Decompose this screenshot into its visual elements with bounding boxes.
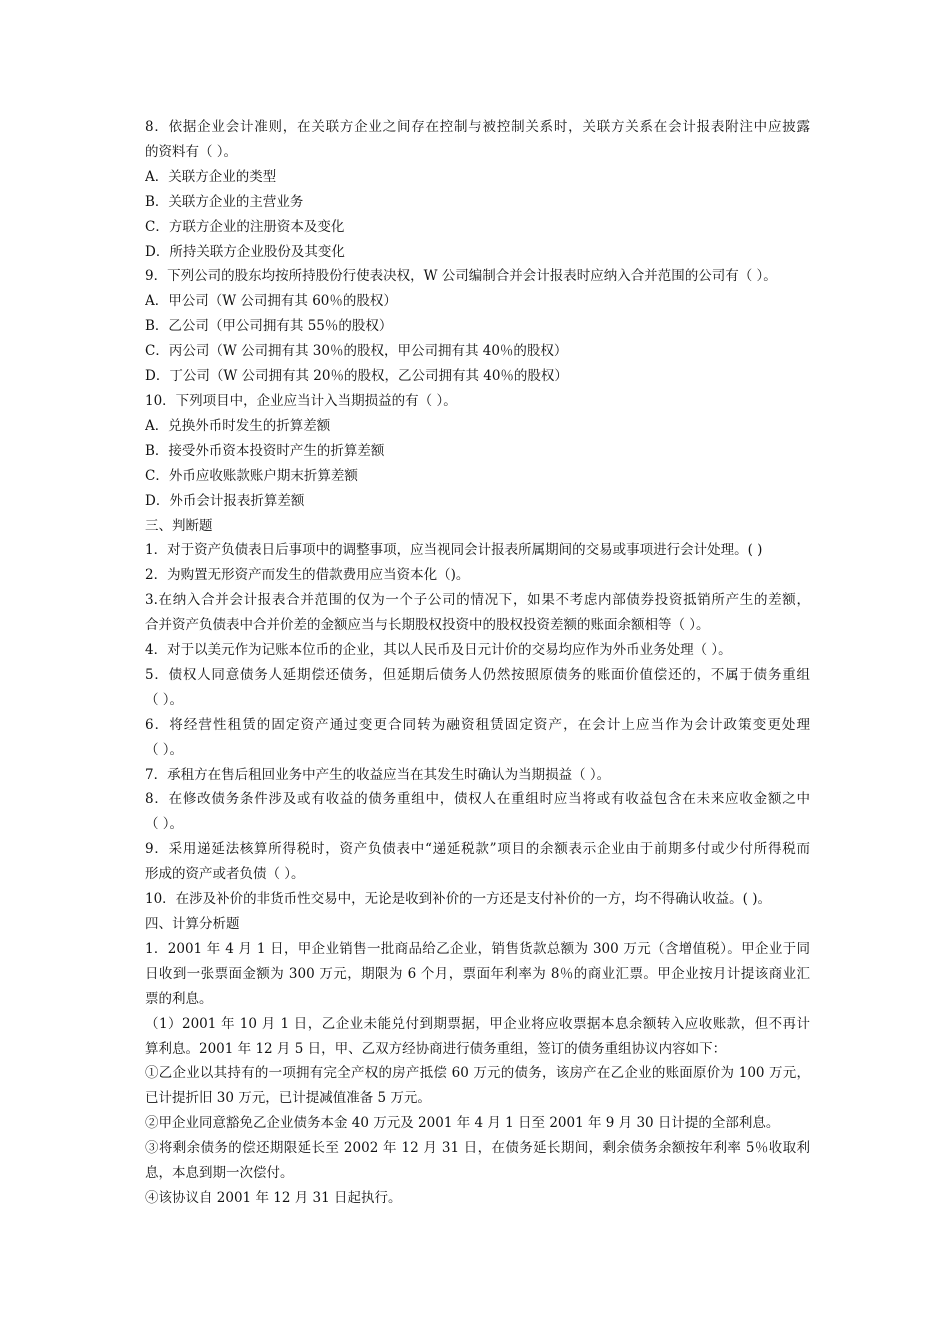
text-line: 的资料有（ ）。 (145, 143, 238, 160)
text-line: 形成的资产或者负债（ ）。 (145, 866, 305, 883)
text-line: D．外币会计报表折算差额 (145, 492, 305, 509)
text-line: B．关联方企业的主营业务 (145, 193, 304, 210)
text-line: ②甲企业同意豁免乙企业债务本金 40 万元及 2001 年 4 月 1 日至 2001 年 9 月 30 日计提的全部利息。 (145, 1115, 780, 1132)
text-line: （1）2001 年 10 月 1 日，乙企业未能兑付到期票据，甲企业将应收票据本息余额转入应收账款，但不再计 (145, 1015, 810, 1032)
text-line: ①乙企业以其持有的一项拥有完全产权的房产抵偿 60 万元的债务，该房产在乙企业的账面原价为 100 万元， (145, 1065, 810, 1082)
text-line: A．关联方企业的类型 (145, 168, 277, 185)
text-line: 5．债权人同意债务人延期偿还债务，但延期后债务人仍然按照原债务的账面价值偿还的，不属于债务重组 (145, 666, 810, 683)
text-line: （ ）。 (145, 691, 184, 708)
text-line: A．兑换外币时发生的折算差额 (145, 417, 331, 434)
text-line: 10．下列项目中，企业应当计入当期损益的有（ ）。 (145, 392, 457, 409)
text-line: 8．在修改债务条件涉及或有收益的债务重组中，债权人在重组时应当将或有收益包含在未来应收金额之中 (145, 791, 810, 808)
text-line: ③将剩余债务的偿还期限延长至 2002 年 12 月 31 日，在债务延长期间，剩余债务余额按年利率 5％收取利 (145, 1140, 810, 1157)
text-line: 息，本息到期一次偿付。 (145, 1165, 294, 1182)
text-line: 四、计算分析题 (145, 916, 240, 932)
text-line: 1．对于资产负债表日后事项中的调整事项，应当视同会计报表所属期间的交易或事项进行会计处理。( ) (145, 542, 763, 559)
text-line: 合并资产负债表中合并价差的金额应当与长期股权投资中的股权投资差额的账面余额相等（ ）。 (145, 617, 710, 634)
text-line: 三、判断题 (145, 517, 213, 534)
text-line: C．外币应收账款账户期末折算差额 (145, 467, 358, 484)
text-line: 票的利息。 (145, 990, 213, 1007)
text-line: 7．承租方在售后租回业务中产生的收益应当在其发生时确认为当期损益（ ）。 (145, 766, 611, 783)
text-line: ④该协议自 2001 年 12 月 31 日起执行。 (145, 1189, 402, 1206)
document-page (145, 115, 810, 1211)
text-line: D．丁公司（W 公司拥有其 20％的股权，乙公司拥有其 40％的股权） (145, 368, 568, 385)
text-line: D．所持关联方企业股份及其变化 (145, 243, 345, 260)
text-line: 8．依据企业会计准则，在关联方企业之间存在控制与被控制关系时，关联方关系在会计报表附注中应披露 (145, 119, 810, 135)
text-line: A．甲公司（W 公司拥有其 60％的股权） (145, 293, 397, 310)
text-line: 算利息。2001 年 12 月 5 日，甲、乙双方经协商进行债务重组，签订的债务重组协议内容如下： (145, 1040, 727, 1057)
text-line: 6．将经营性租赁的固定资产通过变更合同转为融资租赁固定资产，在会计上应当作为会计政策变更处理 (145, 716, 810, 733)
text-line: 2．为购置无形资产而发生的借款费用应当资本化（)。 (145, 567, 470, 584)
text-line: 3.在纳入合并会计报表合并范围的仅为一个子公司的情况下，如果不考虑内部债券投资抵销所产生的差额， (145, 592, 810, 609)
text-line: （ ）。 (145, 741, 184, 758)
text-line: 9．采用递延法核算所得税时，资产负债表中“递延税款”项目的余额表示企业由于前期多付或少付所得税而 (145, 841, 810, 858)
text-line: C．方联方企业的注册资本及变化 (145, 218, 345, 235)
text-line: 已计提折旧 30 万元，已计提减值准备 5 万元。 (145, 1090, 431, 1107)
text-line: C．丙公司（W 公司拥有其 30％的股权，甲公司拥有其 40％的股权） (145, 343, 568, 360)
text-line: B．接受外币资本投资时产生的折算差额 (145, 442, 385, 459)
text-line: 1．2001 年 4 月 1 日，甲企业销售一批商品给乙企业，销售货款总额为 300 万元（含增值税）。甲企业于同 (145, 940, 810, 957)
text-line: 9．下列公司的股东均按所持股份行使表决权，W 公司编制合并会计报表时应纳入合并范围的公司有（ ）。 (145, 268, 777, 285)
text-line: 日收到一张票面金额为 300 万元，期限为 6 个月，票面年利率为 8％的商业汇票。甲企业按月计提该商业汇 (145, 965, 810, 982)
text-line: B．乙公司（甲公司拥有其 55％的股权） (145, 318, 393, 335)
text-line: （ ）。 (145, 816, 184, 833)
text-line: 4．对于以美元作为记账本位币的企业，其以人民币及日元计价的交易均应作为外币业务处理（ ）。 (145, 642, 732, 659)
text-line: 10．在涉及补价的非货币性交易中，无论是收到补价的一方还是支付补价的一方，均不得确认收益。( )。 (145, 891, 772, 908)
